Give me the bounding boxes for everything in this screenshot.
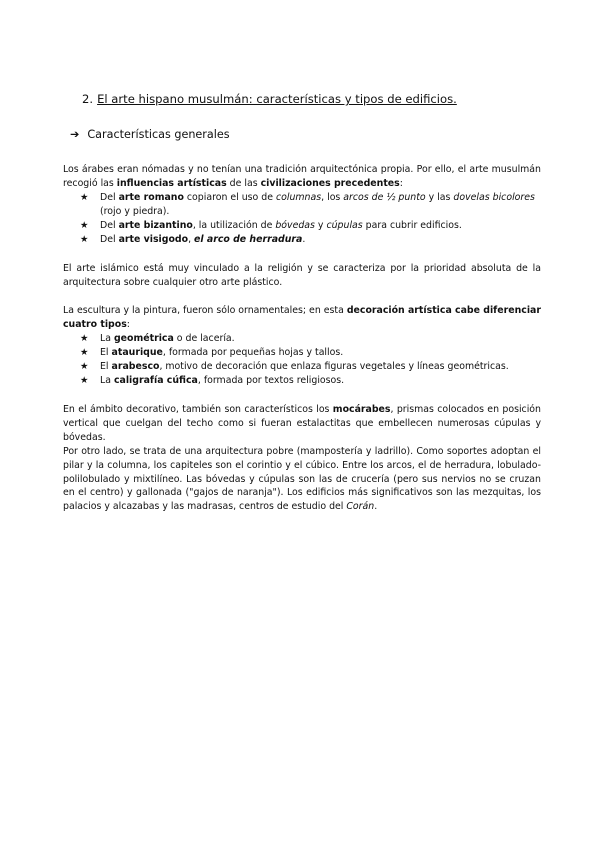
list-item-text: Del arte bizantino, la utilización de bóvedas y cúpulas para cubrir edificios. [100,220,462,231]
text-run: : [399,177,403,189]
text-run: Los árabes eran nómadas y no tenían una tradición arquitectónica propia. Por ello, el arte musulmán recogió las [63,164,541,189]
list-item-text: Del arte romano copiaron el uso de columnas, los arcos de ½ punto y las dovelas bicolores (rojo y piedra). [100,192,535,217]
section-number: 2. [82,92,94,106]
star-bullet-icon: ★ [80,361,89,372]
bold-run: civilizaciones precedentes [260,177,400,189]
list-item [80,191,541,219]
list-item-text: La geométrica o de lacería. [100,333,235,344]
paragraph-architecture: Por otro lado, se trata de una arquitectura pobre (mampostería y ladrillo). Como soportes adoptan el pilar y la columna, los capiteles son el corintio y el cúbico. Entre los arcos, el de herradura, lobulado-polilobulado y mixtilíneo. Las bóvedas y cúpulas son las de crucería (pero sus nervios no se cruzan en el centro) y gallonada ("gajos de naranja"). Los edificios más significativos son las mezquitas, los palacios y alcazabas y las madrasas, centros de estudio del Corán. [63,446,541,513]
section-title: El arte hispano musulmán: características y tipos de edificios. [97,92,457,106]
star-bullet-icon: ★ [80,220,89,231]
list-item-text: La caligrafía cúfica, formada por textos religiosos. [100,375,345,386]
section-heading [82,92,457,106]
star-bullet-icon: ★ [80,333,89,344]
paragraph-mocarabes: En el ámbito decorativo, también son característicos los mocárabes, prismas colocados en posición vertical que cuelgan del techo como si fueran estalactitas que embellecen numerosas cúpulas y bóvedas. [63,404,541,443]
paragraph-influences [63,163,541,191]
subsection-heading [70,128,230,141]
subsection-title: Características generales [87,128,230,141]
paragraph-religion: El arte islámico está muy vinculado a la religión y se caracteriza por la prioridad absoluta de la arquitectura sobre cualquier otro arte plástico. [63,263,541,288]
text-run: de las [226,177,261,189]
list-item-text: El arabesco, motivo de decoración que enlaza figuras vegetales y líneas geométricas. [100,361,509,372]
star-bullet-icon: ★ [80,234,89,245]
list-item-text: Del arte visigodo, el arco de herradura. [100,234,306,245]
bold-run: influencias artísticas [116,177,227,189]
star-bullet-icon: ★ [80,347,89,358]
star-bullet-icon: ★ [80,375,89,386]
list-item-text: El ataurique, formada por pequeñas hojas y tallos. [100,347,344,358]
star-bullet-icon: ★ [80,192,89,203]
arrow-icon: ➔ [70,128,80,141]
paragraph-decoration: La escultura y la pintura, fueron sólo ornamentales; en esta decoración artística cabe diferenciar cuatro tipos: [63,305,542,330]
